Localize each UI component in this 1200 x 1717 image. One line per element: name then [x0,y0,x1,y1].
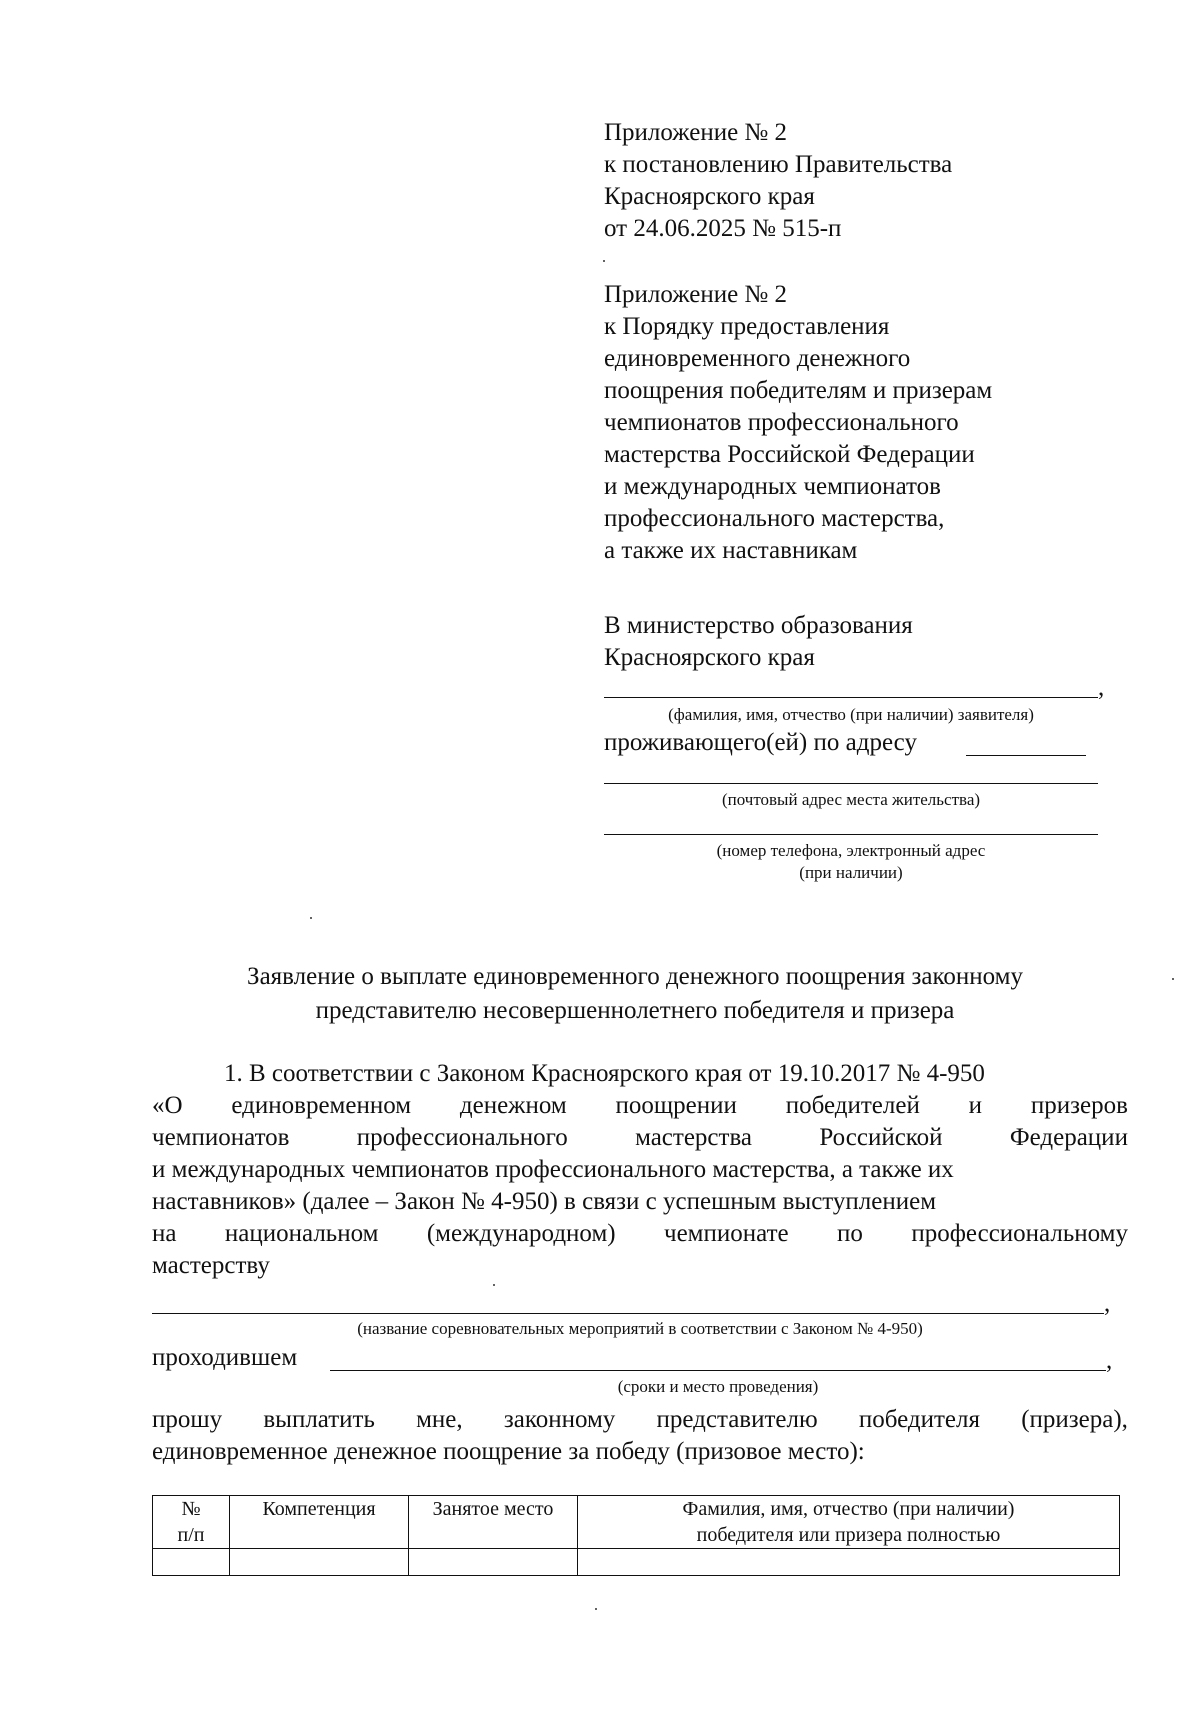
request-paragraph [152,1404,1128,1468]
word: победителей [785,1092,920,1119]
held-caption: (сроки и место проведения) [617,1377,819,1396]
address-blank[interactable] [604,783,1098,784]
annex-1-line: от 24.06.2025 № 515-п [604,215,842,242]
word: прошу [152,1406,223,1433]
held-blank[interactable] [330,1370,1106,1371]
annex-2-line: единовременного денежного [604,345,911,372]
contact-blank[interactable] [604,834,1098,835]
word: чемпионатов [152,1124,290,1151]
word: призеров [1030,1092,1128,1119]
annex-2-line: поощрения победителям и призерам [604,377,993,404]
event-name-caption: (название соревновательных мероприятий в соответствии с Законом № 4-950) [357,1319,923,1338]
column-header-full-name: Фамилия, имя, отчество (при наличии) победителя или призера полностью [578,1496,1120,1549]
annex-2-line: мастерства Российской Федерации [604,441,975,468]
contact-caption-1: (номер телефона, электронный адрес [716,841,986,860]
word: профессионального [356,1124,568,1151]
scan-speck [1172,978,1174,980]
paragraph-line [152,1122,1128,1154]
annex-2-line: чемпионатов профессионального [604,409,959,436]
addressee-line: Красноярского края [604,644,815,671]
word: выплатить [263,1406,375,1433]
word: «О [152,1092,183,1119]
annex-2-line: и международных чемпионатов [604,473,941,500]
word: Федерации [1009,1124,1128,1151]
annex-2-line: профессионального мастерства, [604,505,945,532]
word: чемпионате [664,1220,789,1247]
contact-caption-2: (при наличии) [799,863,903,882]
annex-2-line: а также их наставникам [604,537,858,564]
event-name-comma: , [1104,1290,1111,1317]
event-name-blank[interactable] [152,1313,1104,1314]
table-cell-number[interactable] [153,1549,230,1576]
scan-speck [595,1608,597,1610]
address-caption: (почтовый адрес места жительства) [721,790,981,809]
addressee-line: В министерство образования [604,612,913,639]
word: мне, [416,1406,463,1433]
paragraph-line: и международных чемпионатов профессионального мастерства, а также их [152,1156,954,1183]
word: мастерства [635,1124,753,1151]
paragraph-1 [152,1058,1128,1282]
paragraph-line: единовременное денежное поощрение за победу (призовое место): [152,1438,865,1465]
word: поощрении [615,1092,737,1119]
word: единовременном [231,1092,412,1119]
residing-label: проживающего(ей) по адресу [604,729,917,756]
applicant-name-comma: , [1098,674,1105,701]
annex-1-line: к постановлению Правительства [604,151,953,178]
applicant-name-caption: (фамилия, имя, отчество (при наличии) заявителя) [668,705,1034,724]
paragraph-line: 1. В соответствии с Законом Красноярского края от 19.10.2017 № 4-950 [224,1060,985,1087]
winners-table [152,1495,1120,1576]
addressee-block [604,610,913,674]
word: законному [503,1406,616,1433]
word: (международном) [426,1220,616,1247]
word: денежном [459,1092,567,1119]
annex-2-block [604,279,992,567]
paragraph-line [152,1404,1128,1436]
annex-2-line: к Порядку предоставления [604,313,890,340]
table-cell-full-name[interactable] [578,1549,1120,1576]
residing-blank[interactable] [966,755,1086,756]
held-label: проходившем [152,1344,298,1371]
table-row[interactable] [153,1549,1120,1576]
word: профессиональному [911,1220,1128,1247]
table-header-row [153,1496,1120,1549]
annex-2-line: Приложение № 2 [604,281,788,308]
column-header-competence: Компетенция [230,1496,409,1549]
word: на [152,1220,177,1247]
word: Российской [819,1124,943,1151]
annex-1-block [604,117,952,245]
paragraph-line [152,1090,1128,1122]
scan-speck [603,260,605,262]
word: и [968,1092,983,1119]
word: победителя [858,1406,980,1433]
annex-1-line: Красноярского края [604,183,815,210]
column-header-number: № п/п [153,1496,230,1549]
word: по [837,1220,863,1247]
held-comma: , [1106,1347,1113,1374]
table-cell-place[interactable] [409,1549,578,1576]
scan-speck [493,1284,495,1286]
paragraph-line [152,1218,1128,1250]
column-header-place: Занятое место [409,1496,578,1549]
scan-speck [310,917,312,919]
paragraph-line: мастерству [152,1252,270,1279]
applicant-name-blank[interactable] [604,697,1098,698]
word: национальном [224,1220,379,1247]
word: представителю [656,1406,818,1433]
paragraph-line: наставников» (далее – Закон № 4-950) в связи с успешным выступлением [152,1188,937,1215]
document-title-line-1: Заявление о выплате единовременного денежного поощрения законному [247,963,1023,990]
document-title-line-2: представителю несовершеннолетнего победителя и призера [315,997,955,1024]
word: (призера), [1021,1406,1128,1433]
table-cell-competence[interactable] [230,1549,409,1576]
annex-1-line: Приложение № 2 [604,119,788,146]
